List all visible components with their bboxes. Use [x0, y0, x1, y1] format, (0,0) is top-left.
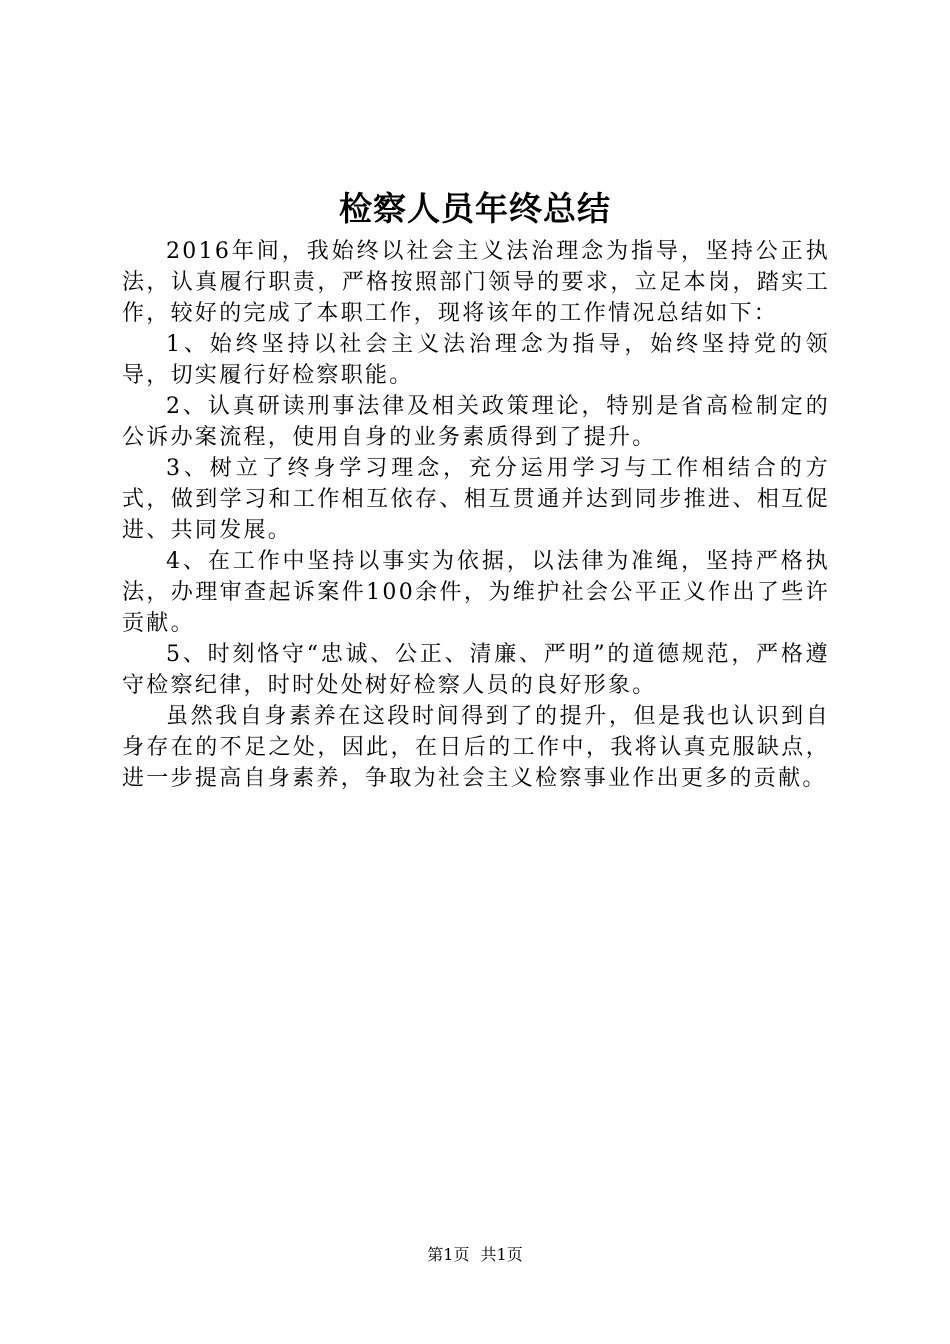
document-body: [122, 236, 830, 794]
page-footer: [0, 1244, 950, 1266]
paragraph-item-3: 3、树立了终身学习理念，充分运用学习与工作相结合的方式，做到学习和工作相互依存、相互贯通并达到同步推进、相互促进、共同发展。: [122, 456, 830, 543]
paragraph-item-2: 2、认真研读刑事法律及相关政策理论，特别是省高检制定的公诉办案流程，使用自身的业务素质得到了提升。: [122, 394, 830, 450]
paragraph-item-4: 4、在工作中坚持以事实为依据，以法律为准绳，坚持严格执法，办理审查起诉案件100余件，为维护社会公平正义作出了些许贡献。: [122, 549, 830, 636]
paragraph-intro: 2016年间，我始终以社会主义法治理念为指导，坚持公正执法，认真履行职责，严格按照部门领导的要求，立足本岗，踏实工作，较好的完成了本职工作，现将该年的工作情况总结如下：: [122, 239, 830, 326]
page-total: 共1页: [480, 1245, 523, 1264]
page-number: 第1页: [427, 1245, 470, 1264]
paragraph-conclusion: 虽然我自身素养在这段时间得到了的提升，但是我也认识到自身存在的不足之处，因此，在日后的工作中，我将认真克服缺点，进一步提高自身素养，争取为社会主义检察事业作出更多的贡献。: [122, 704, 830, 791]
document-title: 检察人员年终总结: [339, 189, 611, 228]
paragraph-item-1: 1、始终坚持以社会主义法治理念为指导，始终坚持党的领导，切实履行好检察职能。: [122, 332, 830, 388]
paragraph-item-5: 5、时刻恪守“忠诚、公正、清廉、严明”的道德规范，严格遵守检察纪律，时时处处树好检察人员的良好形象。: [122, 642, 830, 698]
